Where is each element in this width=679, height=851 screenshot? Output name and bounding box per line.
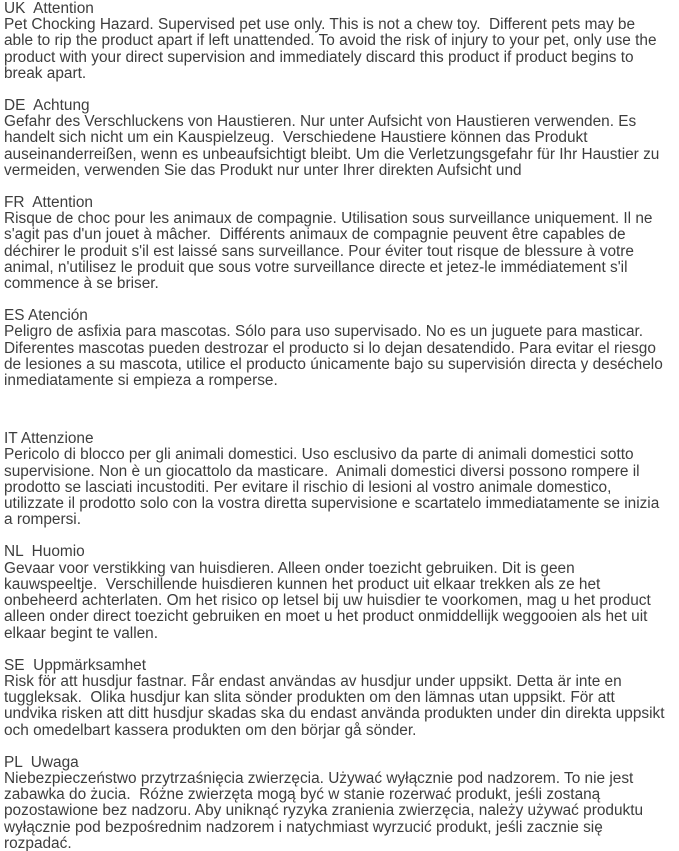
section-heading-pl: PL Uwaga	[4, 753, 79, 771]
section-heading-it: IT Attenzione	[4, 430, 94, 448]
warning-section-it	[4, 431, 665, 528]
section-heading-se: SE Uppmärksamhet	[4, 656, 146, 674]
warning-section-es	[4, 307, 668, 390]
section-heading-fr: FR Attention	[4, 194, 93, 212]
section-heading-uk: UK Attention	[4, 0, 94, 17]
warning-section-de	[4, 98, 665, 179]
section-body-fr: Risque de choc pour les animaux de compagnie. Utilisation sous surveillance uniquement. Il ne s'agit pas d'un jouet à mâcher. Différents animaux de compagnie peuvent être capables de déchirer le produit s'il est laissé sans surveillance. Pour éviter tout risque de blessure à votre animal, n'utilisez le produit que sous votre surveillance directe et jetez-le immédiatement s'il commence à se briser.	[4, 210, 657, 293]
section-body-pl: Niebezpieczeństwo przytrzaśnięcia zwierzęcia. Używać wyłącznie pod nadzorem. To nie jest zabawka do żucia. Różne zwierzęta mogą być w stanie rozerwać produkt, jeśli zostaną pozostawione bez nadzoru. Aby uniknąć ryzyka zranienia zwierzęcia, należy używać produktu wyłącznie pod bezpośrednim nadzorem i natychmiast wyrzucić produkt, jeśli zacznie się rozpadać.	[4, 769, 648, 851]
warning-section-nl	[4, 544, 665, 641]
section-body-se: Risk för att husdjur fastnar. Får endast användas av husdjur under uppsikt. Detta är inte en tuggleksak. Olika husdjur kan slita sönder produkten om den lämnas utan uppsikt. För att undvika risken att ditt husdjur skadas ska du endast använda produkten under din direkta uppsikt och omedelbart kassera produkten om den börjar gå sönder.	[4, 672, 669, 739]
section-heading-es: ES Atención	[4, 307, 88, 325]
warning-section-fr	[4, 195, 665, 292]
warning-section-se	[4, 656, 669, 739]
section-body-it: Pericolo di blocco per gli animali domestici. Uso esclusivo da parte di animali domestici sotto supervisione. Non è un giocattolo da masticare. Animali domestici diversi possono rompere il prodotto se lasciati incustoditi. Per evitare il rischio di lesioni al vostro animale domestico, utilizzate il prodotto solo con la vostra diretta supervisione e scartatelo immediatamente se inizia a rompersi.	[4, 446, 664, 529]
section-heading-de: DE Achtung	[4, 97, 90, 115]
section-body-es: Peligro de asfixia para mascotas. Sólo para uso supervisado. No es un juguete para masticar. Diferentes mascotas pueden destrozar el producto si lo dejan desatendido. Para evitar el riesgo de lesiones a su mascota, utilice el producto únicamente bajo su supervisión directa y deséchelo inmediatamente si empieza a romperse.	[4, 323, 668, 390]
section-heading-nl: NL Huomio	[4, 543, 85, 561]
warning-section-pl	[4, 755, 665, 851]
section-body-nl: Gevaar voor verstikking van huisdieren. Alleen onder toezicht gebruiken. Dit is geen kauwspeeltje. Verschillende huisdieren kunnen het product uit elkaar trekken als ze het onbeheerd achterlaten. Om het risico op letsel bij uw huisdier te voorkomen, mag u het product alleen onder direct toezicht gebruiken en moet u het product onmiddellijk weggooien als het uit elkaar begint te vallen.	[4, 559, 656, 642]
section-body-uk: Pet Chocking Hazard. Supervised pet use only. This is not a chew toy. Different pets may be able to rip the product apart if left unattended. To avoid the risk of injury to your pet, only use the product with your direct supervision and immediately discard this product if product begins to break apart.	[4, 16, 661, 82]
section-body-de: Gefahr des Verschluckens von Haustieren. Nur unter Aufsicht von Haustieren verwenden. Es handelt sich nicht um ein Kauspielzeug. Verschiedene Haustiere können das Produkt auseinanderreißen, wenn es unbeaufsichtigt bleibt. Um die Verletzungsgefahr für Ihr Haustier zu vermeiden, verwenden Sie das Produkt nur unter Ihrer direkten Aufsicht und	[4, 113, 664, 179]
warning-section-uk	[4, 1, 665, 82]
